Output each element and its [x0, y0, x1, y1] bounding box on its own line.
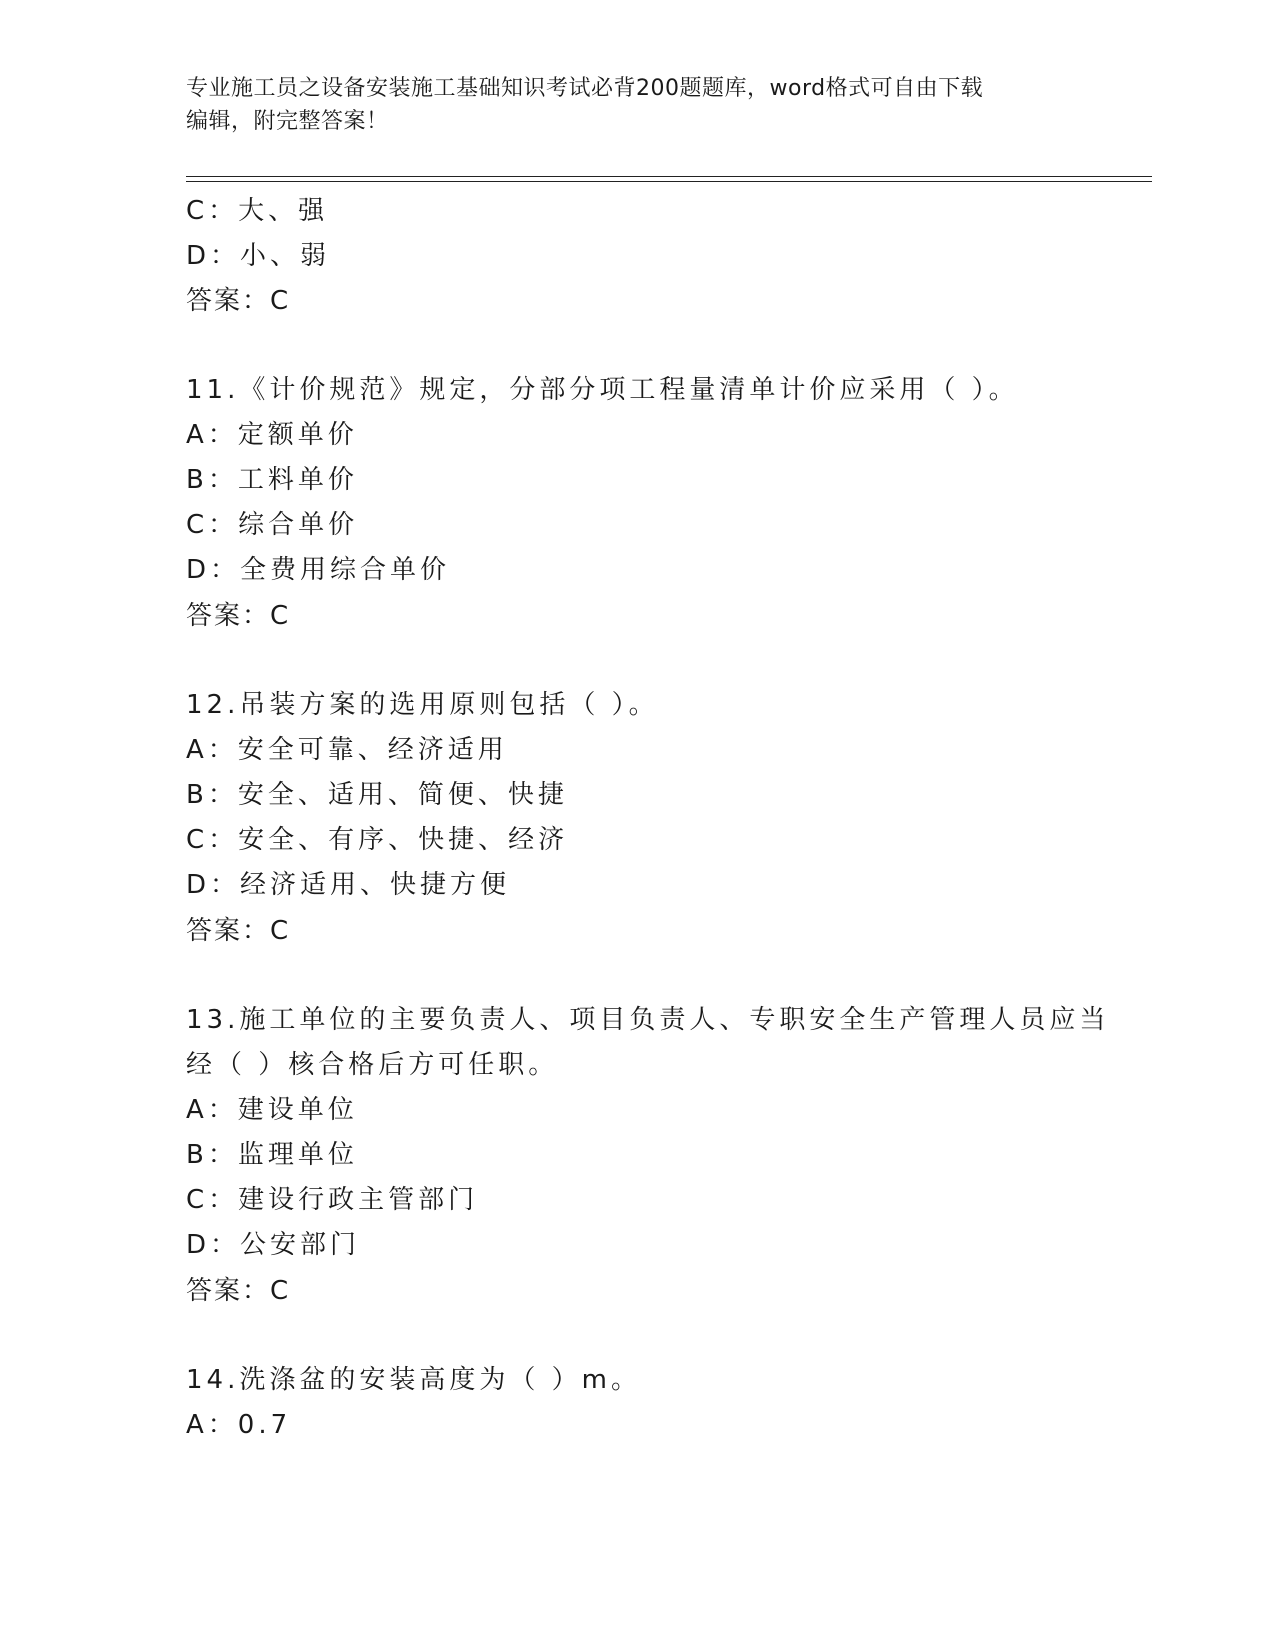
header-line-1: 专业施工员之设备安装施工基础知识考试必背200题题库，word格式可自由下载 [186, 76, 984, 101]
option-d: D：小、弱 [186, 241, 331, 271]
option-c: C：综合单价 [186, 510, 359, 540]
option-a: A：定额单价 [186, 420, 358, 450]
answer: 答案：C [186, 286, 291, 316]
question-stem: 14.洗涤盆的安装高度为（ ）m。 [186, 1365, 641, 1395]
option-c: C：大、强 [186, 196, 329, 226]
option-b: B：安全、适用、简便、快捷 [186, 780, 568, 810]
option-c: C：安全、有序、快捷、经济 [186, 825, 569, 855]
option-d: D：经济适用、快捷方便 [186, 870, 511, 900]
question-stem: 13.施工单位的主要负责人、项目负责人、专职安全生产管理人员应当 [186, 1005, 1110, 1035]
option-b: B：监理单位 [186, 1140, 358, 1170]
option-a: A：0.7 [186, 1410, 292, 1440]
header-line-2: 编辑，附完整答案！ [186, 109, 389, 134]
answer: 答案：C [186, 916, 291, 946]
page-header [186, 72, 1086, 138]
option-a: A：安全可靠、经济适用 [186, 735, 508, 765]
option-c: C：建设行政主管部门 [186, 1185, 479, 1215]
option-d: D：公安部门 [186, 1230, 361, 1260]
answer: 答案：C [186, 1276, 291, 1306]
option-d: D：全费用综合单价 [186, 555, 451, 585]
question-stem: 12.吊装方案的选用原则包括（ ）。 [186, 690, 659, 720]
header-rule [186, 176, 1152, 182]
question-stem-continued: 经（ ）核合格后方可任职。 [186, 1050, 559, 1080]
answer: 答案：C [186, 601, 291, 631]
question-stem: 11.《计价规范》规定，分部分项工程量清单计价应采用（ ）。 [186, 375, 1019, 405]
option-b: B：工料单价 [186, 465, 358, 495]
option-a: A：建设单位 [186, 1095, 358, 1125]
